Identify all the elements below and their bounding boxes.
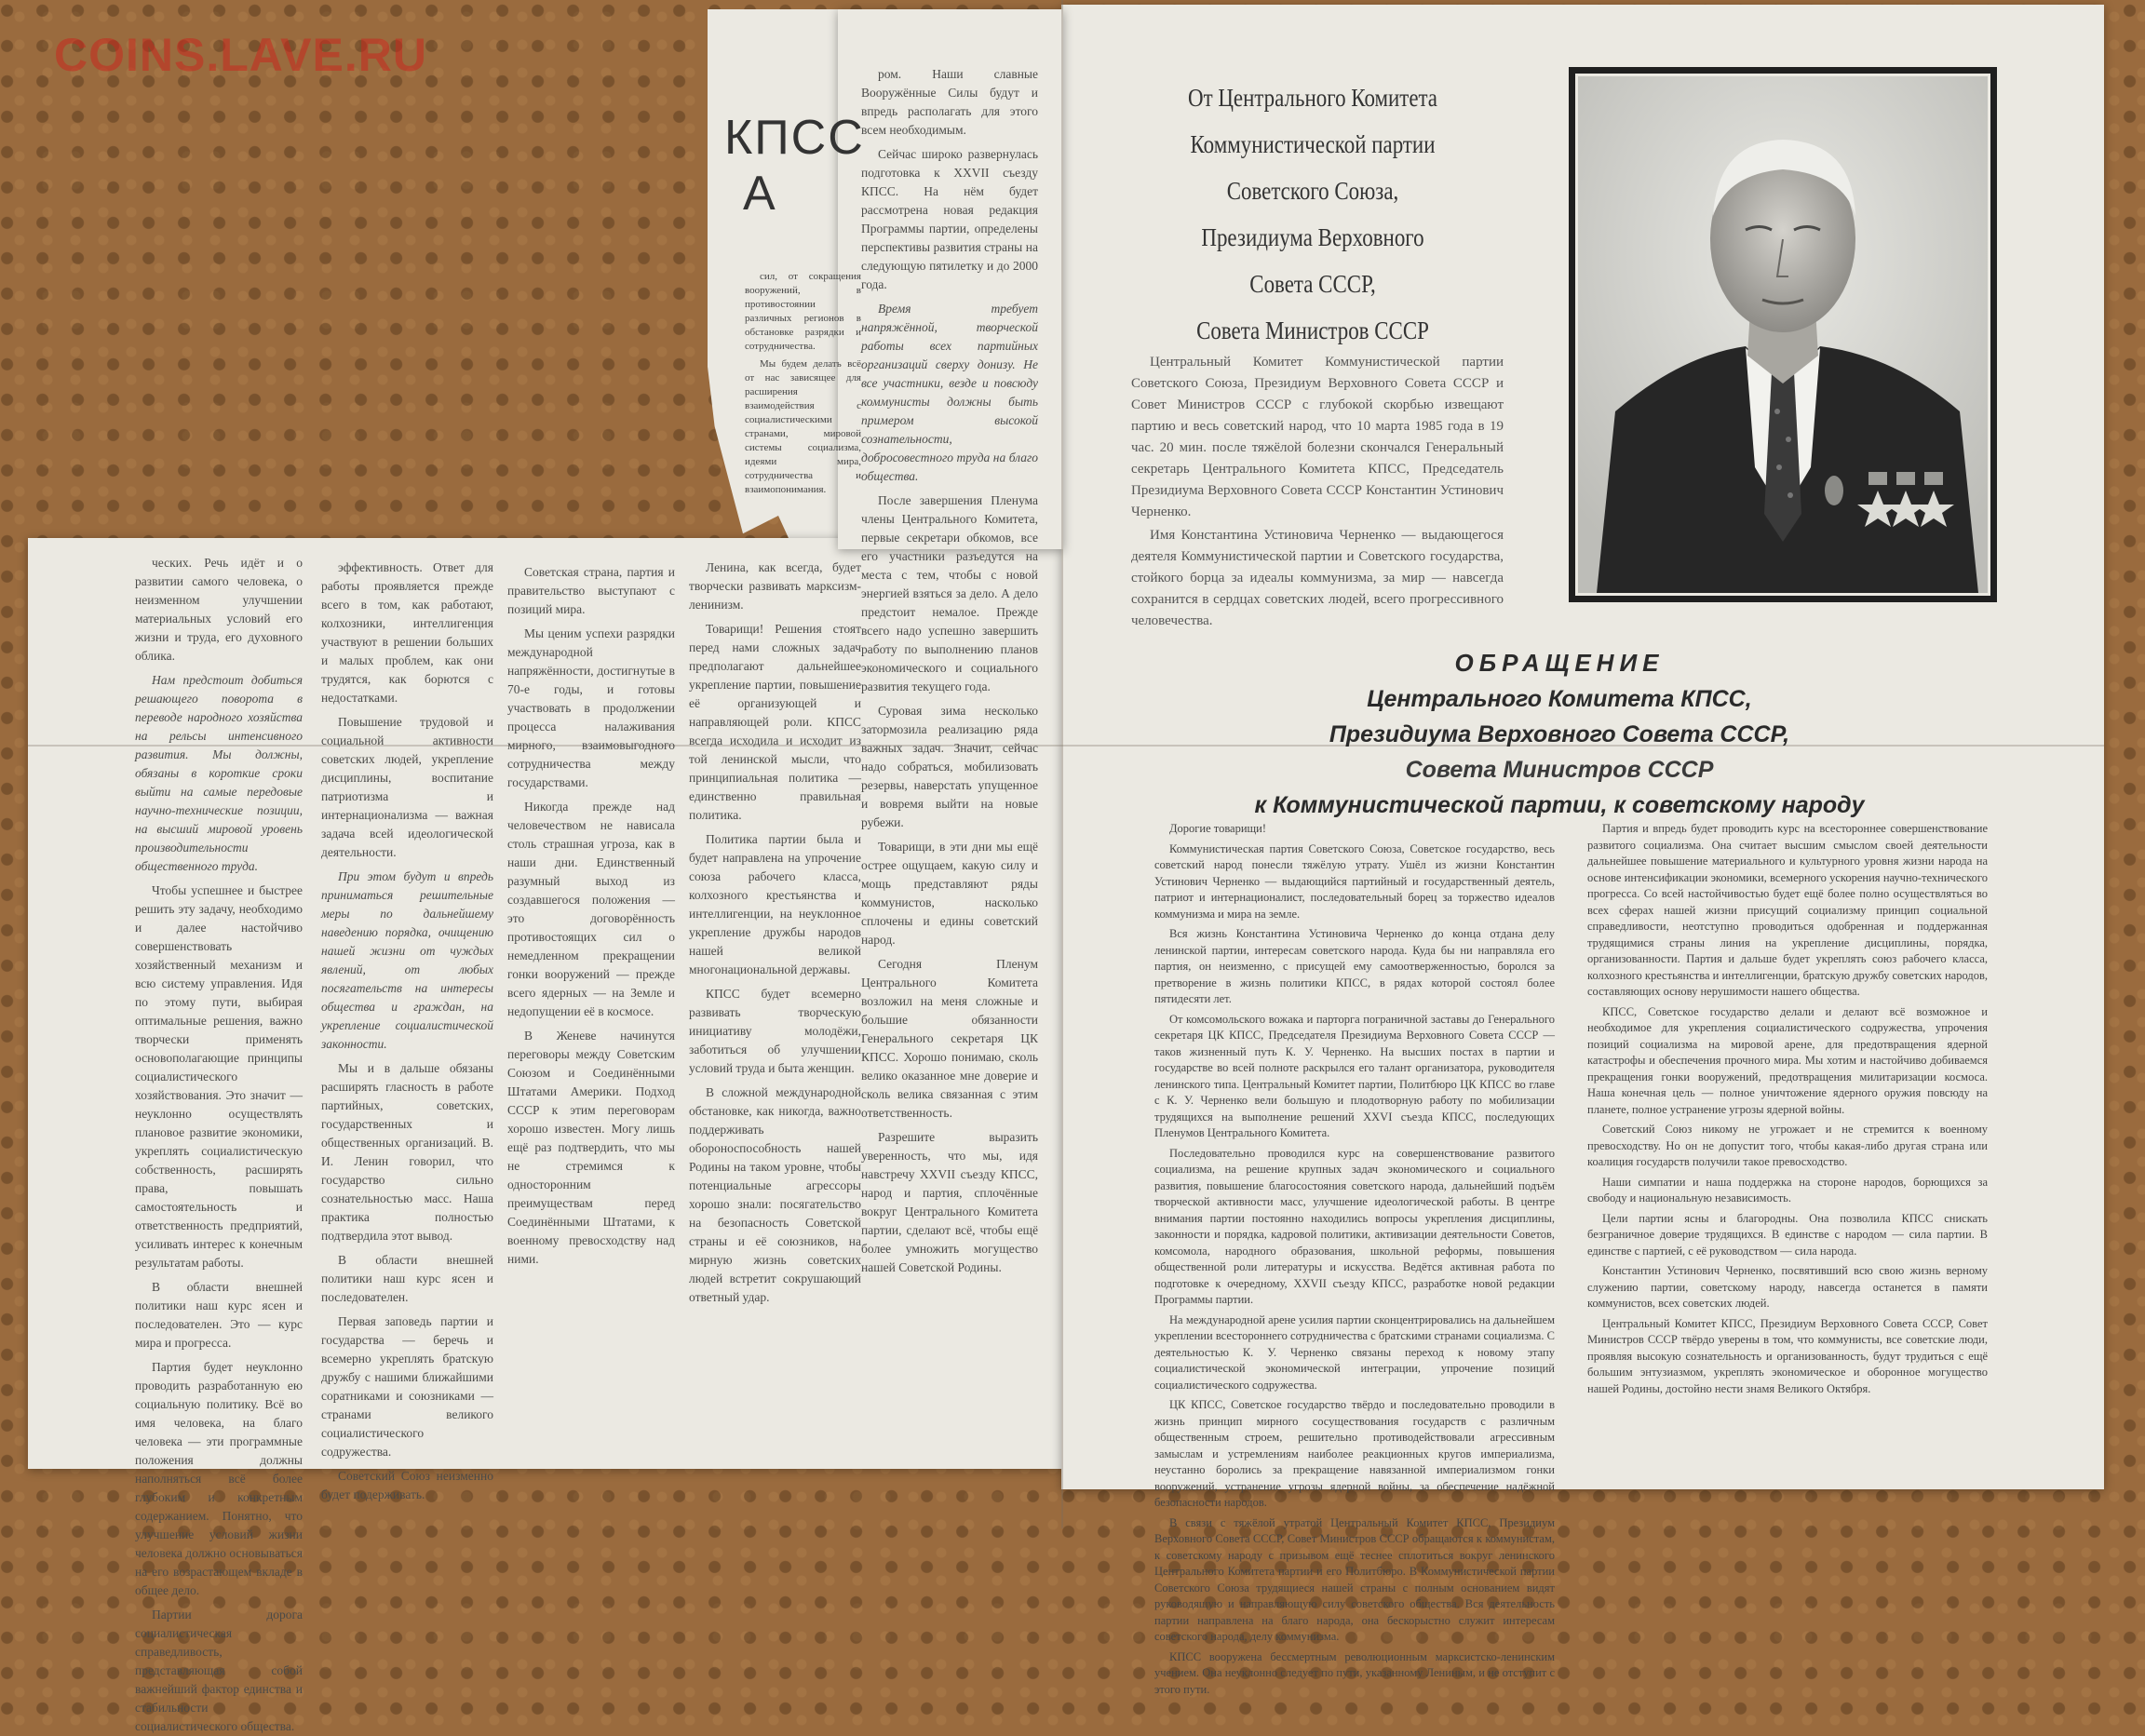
mourning-portrait-frame [1569, 67, 1997, 602]
appeal-column-1: Дорогие товарищи! Коммунистическая партия Советского Союза, Советское государство, весь советский народ понесли тяжёлую утрату. Ушёл из жизни Константин Устинович Черненко — выдающийся партийный и государственный деятель, патриот и интернационалист, последовательный борец за торжество идеалов коммунизма и мира на земле. Вся жизнь Константина Устиновича Черненко до конца отдана делу ленинской партии, интересам советского народа. Куда бы ни направляла его партия, он неизменно, с присущей ему самоотверженностью, боролся за претворение в жизнь политики КПСС, в рядах которой состоял более пятидесяти лет. От комсомольского вожака и парторга пограничной заставы до Генерального секретаря ЦК КПСС, Председателя Президиума Верховного Совета СССР — таков жизненный путь К. У. Черненко. На высших постах в партии и государстве во всей полноте раскрылся его талант организатора, руководителя ленинского типа. Центральный Комитет партии, Политбюро ЦК КПСС во главе с К. У. Черненко вели большую и плодотворную работу по мобилизации трудящихся на выполнение решений XXVI съезда КПСС, последующих Пленумов Центрального Комитета. Последовательно проводился курс на совершенствование развитого социализма, на решение крупных задач экономического и социального развития, повышение благосостояния советского народа, дальнейший подъём творческой активности масс, улучшение идеологической работы. В центре внимания партии постоянно находились вопросы укрепления дисциплины, законности и порядка, кадровой политики, активизации деятельности Советов, комсомола, народного образования, школьной реформы, повышения общественной роли литературы и искусства. Ведётся активная работа по подготовке к очередному, XXVII съезду КПСС, разработке новой редакции Программы партии. На международной арене усилия партии сконцентрировались на дальнейшем укреплении всестороннего сотрудничества с братскими странами социализма. С деятельностью К. У. Черненко связаны переход к новому этапу социалистической экономической интеграции, упрочение позиций социалистического содружества. ЦК КПСС, Советское государство твёрдо и последовательно проводили в жизнь принцип мирного сосуществования государств с различным общественным строем, решительно противодействовали агрессивным замыслам и устремлениям наиболее реакционных кругов империализма, неустанно боролись за прекращение навязанной империализмом гонки вооружений, устранение угрозы ядерной войны, за обеспечение надёжной безопасности народов. В связи с тяжёлой утратой Центральный Комитет КПСС, Президиум Верховного Совета СССР, Совет Министров СССР обращаются к коммунистам, к советскому народу с призывом ещё теснее сплотиться вокруг ленинского Центрального Комитета партии и его Политбюро. В Коммунистической партии Советского Союза трудящиеся нашей страны с полным основанием видят руководящую и направляющую силу советского общества. Вся деятельность партии направлена на благо народа, она бескорыстно служит интересам советского народа, делу коммунизма. КПСС вооружена бессмертным революционным марксистско-ленинским учением. Она неуклонно следует по пути, указанному Лениным, и не отступит с этого пути. [1154, 822, 1555, 1696]
left-column-2: эффективность. Ответ для работы проявляется прежде всего в том, как работают, колхозники, интеллигенция участвуют в решении больших и малых проблем, как они трудятся, как борются с недостатками. Повышение трудовой и социальной активности советских людей, укрепление дисциплины, воспитание патриотизма и интернационализма — важная задача всей идеологической деятельности. При этом будут и впредь приниматься решительные меры по дальнейшему наведению порядка, очищению нашей жизни от чуждых явлений, от любых посягательств на интересы общества и граждан, на укрепление социалистической законности. Мы и в дальше обязаны расширять гласность в работе партийных, советских, государственных и общественных организаций. В. И. Ленин говорил, что государство сильно сознательностью масс. Наша практика полностью подтвердила этот вывод. В области внешней политики наш курс ясен и последователен. Первая заповедь партии и государства — беречь и всемерно укреплять братскую дружбу с нашими ближайшими соратниками и союзниками — странами великого социалистического содружества. Советский Союз неизменно будет подерживать. [321, 560, 493, 1501]
vertical-fold [1061, 0, 1063, 1528]
left-column-5: ром. Наши славные Вооружённые Силы будут и впредь располагать для этого всем необходимым. Сейчас широко развернулась подготовка к XXVII съезду КПСС. На нём будет рассмотрена новая редакция Программы партии, определены перспективы развития страны на следующую пятилетку и до 2000 года. Время требует напряжённой, творческой работы всех партийных организаций сверху донизу. Не все участники, везде и повсюду коммунисты должны быть примером высокой сознательности, добросовестного труда на благо общества. После завершения Пленума члены Центрального Комитета, первые секретари обкомов, все его участники разъедутся на места с тем, чтобы с новой энергией взяться за дело. А дело предстоит немалое. Прежде всего надо успешно завершить работу по выполнению планов экономического и социального развития текущего года. Суровая зима несколько затормозила реализацию ряда важных задач. Значит, сейчас надо собраться, мобилизовать резервы, наверстать упущенное и вовремя выйти на новые рубежи. Товарищи, в эти дни мы ещё острее ощущаем, какую силу и мощь представляют ряды коммунистов, насколько сплочены и едины советский народ. Сегодня Пленум Центрального Комитета возложил на меня сложные и большие обязанности Генерального секретаря ЦК КПСС. Хорошо понимаю, сколь велико оказанное мне доверие и сколь велика связанная с этим ответственность. Разрешите выразить уверенность, что мы, идя навстречу XXVII съезду КПСС, народ и партия, сплочённые вокруг Центрального Комитета партии, сделают всё, чтобы ещё более умножить могущество нашей Советской Родины. [861, 67, 1038, 1274]
appeal-column-2: Партия и впредь будет проводить курс на всестороннее совершенствование развитого социализма. Она считает высшим смыслом своей деятельности дальнейшее повышение материального и культурного уровня жизни народа на основе интенсификации экономики, всемерного ускорения научно-технического прогресса. Со всей настойчивостью будет ещё более полно осуществляться во всех сферах нашей жизни присущий социализму принцип социальной справедливости, неотступно проводиться одобренная и поддержанная трудящимися страны линия на укрепление дисциплины, порядка, организованности. Партия и дальше будет укреплять союз рабочего класса, колхозного крестьянства и интеллигенции, братскую дружбу советских народов, составляющих основу нерушимости нашего общества. КПСС, Советское государство делали и делают всё возможное и необходимое для укрепления социалистического содружества, упрочения позиций социализма на мировой арене, для предотвращения ядерной катастрофы и обеспечения прочного мира. Мы хотим и настойчиво добиваемся прекращения гонки вооружений, предотвращения милитаризации космоса. Наша конечная цель — полное уничтожение ядерного оружия повсюду на планете, полное устранение угрозы ядерной войны. Советский Союз никому не угрожает и не стремится к военному превосходству. Но он не допустит того, чтобы какая-либо другая страна или коалиция государств получили такое превосходство. Наши симпатии и наша поддержка на стороне народов, борющихся за свободу и национальную независимость. Цели партии ясны и благородны. Она позволила КПСС снискать безграничное доверие трудящихся. В единстве с народом — сила партии. В единстве с партией, с её руководством — сила народа. Константин Устинович Черненко, посвятивший всю свою жизнь верному служению партии, советскому народу, навсегда останется в памяти коммунистов, всех советских людей. Центральный Комитет КПСС, Президиум Верховного Совета СССР, Совет Министров СССР твёрдо уверены в том, что коммунисты, все советские люди, проявляя высокую сознательность и организованность, будут трудиться с ещё большим энтузиазмом, укреплять экономическое и оборонное могущество нашей Родины, достойно нести знамя Великого Октября. [1587, 822, 1988, 1395]
portrait-image [1578, 76, 1988, 593]
torn-headline: КПСС А [724, 111, 865, 221]
left-column-3: Советская страна, партия и правительство выступают с позиций мира. Мы ценим успехи разрядки международной напряжённости, достигнутые в 70-е годы, и готовы участвовать в продолжении процесса налаживания мирного, взаимовыгодного сотрудничества между государствами. Никогда прежде над человечеством не нависала столь страшная угроза, как в наши дни. Единственный разумный выход из создавшегося положения — это договорённость противостоящих сил о немедленном прекращении гонки вооружений — прежде всего ядерных — на Земле и недопущении её в космосе. В Женеве начинутся переговоры между Советским Союзом и Соединёнными Штатами Америки. Подход СССР к этим переговорам хорошо известен. Могу лишь ещё раз подтвердить, что мы не стремимся к односторонним преимуществам перед Соединёнными Штатами, к военному превосходству над ними. [507, 565, 675, 1266]
left-column-1: ческих. Речь идёт и о развитии самого человека, о неизменном улучшении материальных условий его жизни и труда, его духовного облика. Нам предстоит добиться решающего поворота в переводе народного хозяйства на рельсы интенсивного развития. Мы должны, обязаны в короткие сроки выйти на самые передовые научно-технические позиции, на высший мировой уровень производительности общественного труда. Чтобы успешнее и быстрее решить эту задачу, необходимо и далее настойчиво совершенствовать хозяйственный механизм и всю систему управления. Идя по этому пути, выбирая оптимальные решения, важно творчески применять основополагающие принципы социалистического хозяйствования. Это значит — неуклонно осуществлять плановое развитие экономики, укреплять социалистическую собственность, расширять права, повышать самостоятельность и ответственность предприятий, усиливать интерес к конечным результатам работы. В области внешней политики наш курс ясен и последователен. Это — курс мира и прогресса. Партия будет неуклонно проводить разработанную ею социальную политику. Всё во имя человека, на благо человека — эти программные положения должны наполняться всё более глубоким и конкретным содержанием. Понятно, что улучшение условий жизни человека должно основываться на его возрастающем вкладе в общее дело. Партии дорога социалистическая справедливость, представляющая собой важнейший фактор единства и стабильности социалистического общества. [135, 556, 303, 1733]
watermark: COINS.LAVE.RU [54, 29, 427, 81]
portrait-photo [1575, 74, 1990, 596]
obituary-header: От Центрального Комитета Коммунистической партии Советского Союза, Президиума Верховного Совета СССР, Совета Министров СССР [1187, 84, 1438, 344]
death-announcement: Центральный Комитет Коммунистической партии Советского Союза, Президиум Верховного Совета СССР и Совет Министров СССР с глубокой скорбью извещают партию и весь советский народ, что 10 марта 1985 года в 19 час. 20 мин. после тяжёлой болезни скончался Генеральный секретарь Центрального Комитета КПСС, Председатель Президиума Верховного Совета СССР Константин Устинович Черненко. Имя Константина Устиновича Черненко — выдающегося деятеля Коммунистической партии и Советского государства, стойкого борца за идеалы коммунизма, за мир — навсегда сохранится в сердцах советских людей, всего прогрессивного человечества. [1131, 355, 1504, 628]
torn-column: сил, от сокращения вооружений, в противостоянии различных регионов в обстановке разрядки и сотрудничества. Мы будем делать всё от нас зависящее для расширения взаимодействия с социалистическими странами, мировой системы социализма, идеями мира, сотрудничества и взаимопонимания. [745, 271, 861, 495]
appeal-title: ОБРАЩЕНИЕ Центрального Комитета КПСС, Президиума Верховного Совета СССР, Совета Министров СССР к Коммунистической партии, к советскому народу [1254, 649, 1865, 818]
left-column-4: Ленина, как всегда, будет творчески развивать марксизм-ленинизм. Товарищи! Решения стоят перед нами сложных задач предполагают дальнейшее укрепление партии, повышение её организующей и направляющей роли. КПСС всегда исходила и исходит из той ленинской мысли, что принципиальная политика — единственно правильная политика. Политика партии была и будет направлена на упрочение союза рабочего класса, колхозного крестьянства и интеллигенции, на неуклонное укрепление дружбы народов нашей великой многонациональной державы. КПСС будет всемерно развивать творческую инициативу молодёжи, заботиться об улучшении условий труда и быта женщин. В сложной международной обстановке, как никогда, важно поддерживать обороноспособность нашей Родины на таком уровне, чтобы потенциальные агрессоры хорошо знали: посягательство на безопасность Советской страны и её союзников, на мирную жизнь советских людей встретит сокрушающий ответный удар. [689, 560, 861, 1304]
